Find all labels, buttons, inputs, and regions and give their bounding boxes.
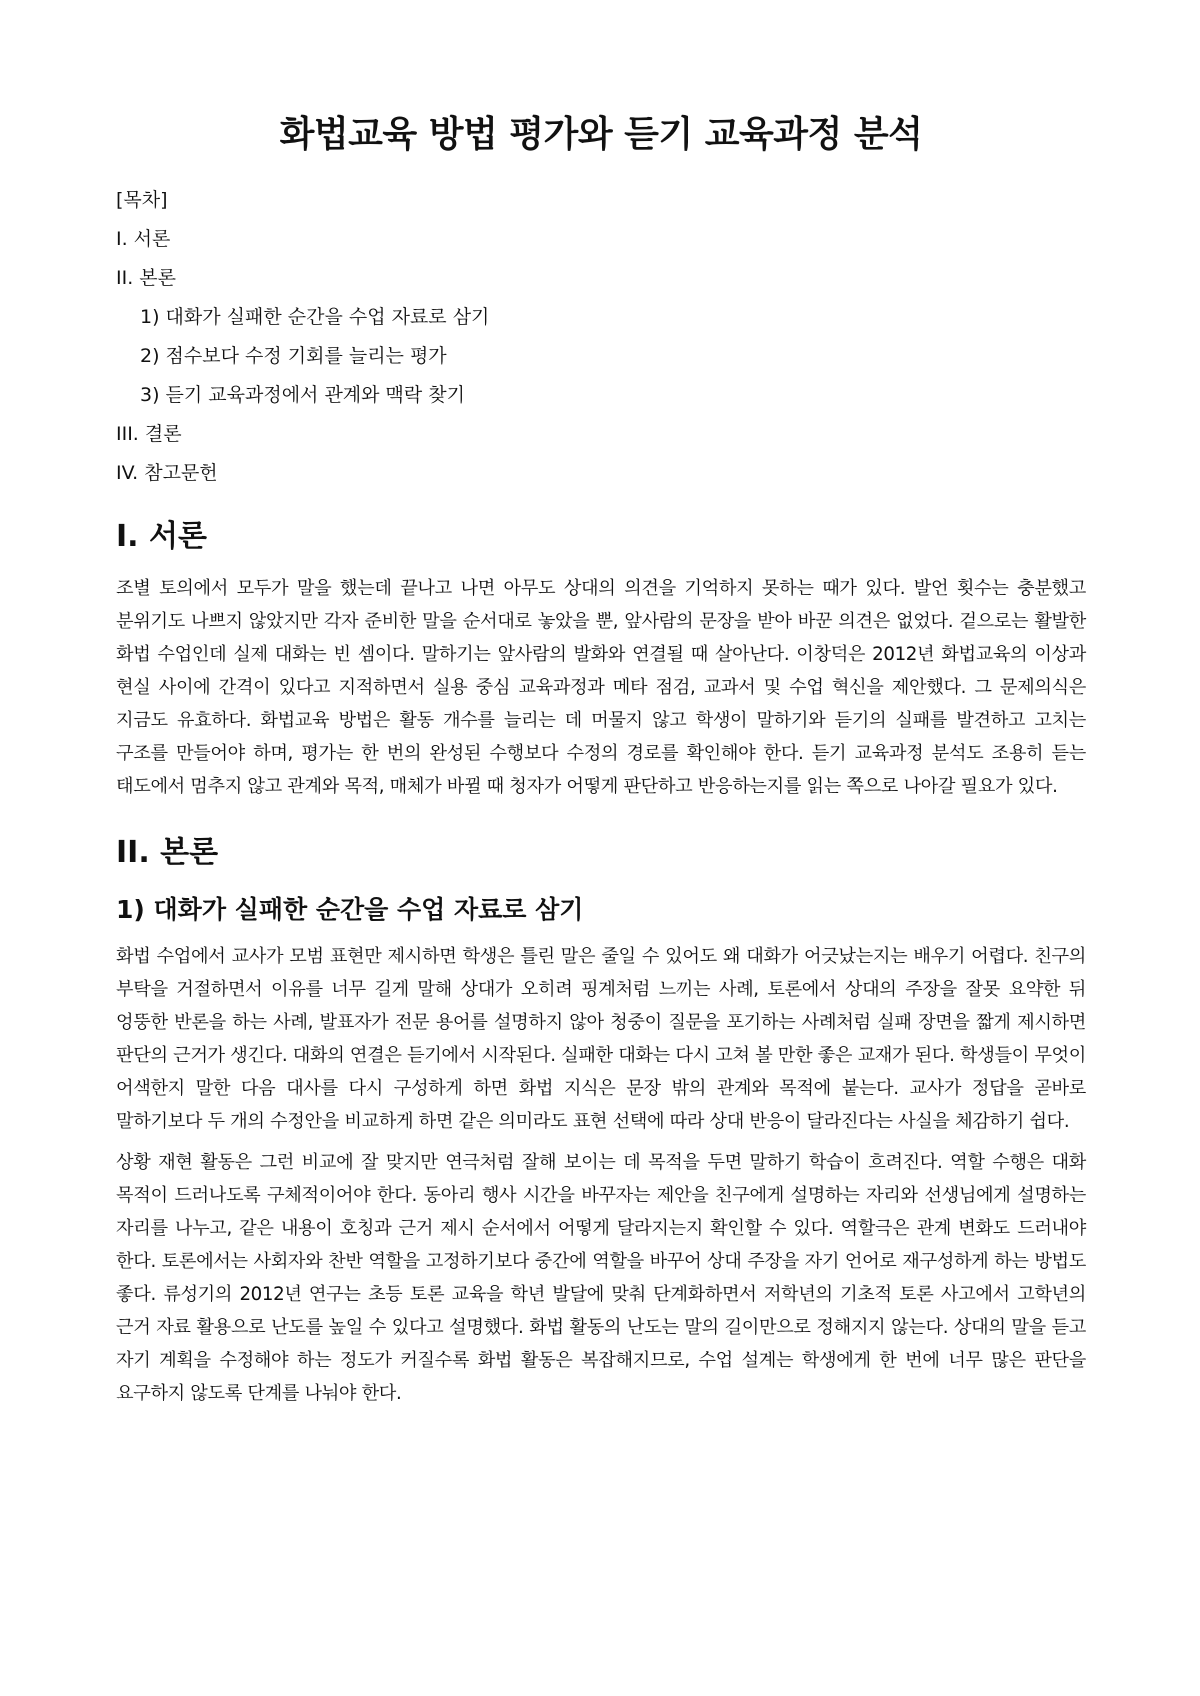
toc-item-conclusion: III. 결론: [116, 422, 182, 445]
section-body: [116, 833, 1086, 1411]
toc-item-body-sub2: 2) 점수보다 수정 기회를 늘리는 평가: [140, 344, 447, 367]
toc-item-body-sub1: 1) 대화가 실패한 순간을 수업 자료로 삼기: [140, 305, 490, 328]
section-title-introduction: I. 서론: [116, 518, 207, 554]
toc-item-body: II. 본론: [116, 266, 176, 289]
toc-item-introduction: I. 서론: [116, 227, 171, 250]
paragraph: 화법 수업에서 교사가 모범 표현만 제시하면 학생은 틀린 말은 줄일 수 있어도 왜 대화가 어긋났는지는 배우기 어렵다. 친구의 부탁을 거절하면서 이유를 너무 길게 말해 상대가 오히려 핑계처럼 느끼는 사례, 토론에서 상대의 주장을 잘못 요약한 뒤 엉뚱한 반론을 하는 사례, 발표자가 전문 용어를 설명하지 않아 청중이 질문을 포기하는 사례처럼 실패 장면을 짧게 제시하면 판단의 근거가 생긴다. 대화의 연결은 듣기에서 시작된다. 실패한 대화는 다시 고쳐 볼 만한 좋은 교재가 된다. 학생들이 무엇이 어색한지 말한 다음 대사를 다시 구성하게 하면 화법 지식은 문장 밖의 관계와 목적에 붙는다. 교사가 정답을 곧바로 말하기보다 두 개의 수정안을 비교하게 하면 같은 의미라도 표현 선택에 따라 상대 반응이 달라진다는 사실을 체감하기 쉽다.: [116, 946, 1086, 1133]
paragraph: 조별 토의에서 모두가 말을 했는데 끝나고 나면 아무도 상대의 의견을 기억하지 못하는 때가 있다. 발언 횟수는 충분했고 분위기도 나쁘지 않았지만 각자 준비한 말을 순서대로 놓았을 뿐, 앞사람의 문장을 받아 바꾼 의견은 없었다. 겉으로는 활발한 화법 수업인데 실제 대화는 빈 셈이다. 말하기는 앞사람의 발화와 연결될 때 살아난다. 이창덕은 2012년 화법교육의 이상과 현실 사이에 간격이 있다고 지적하면서 실용 중심 교육과정과 메타 점검, 교과서 및 수업 혁신을 제안했다. 그 문제의식은 지금도 유효하다. 화법교육 방법은 활동 개수를 늘리는 데 머물지 않고 학생이 말하기와 듣기의 실패를 발견하고 고치는 구조를 만들어야 하며, 평가는 한 번의 완성된 수행보다 수정의 경로를 확인해야 한다. 듣기 교육과정 분석도 조용히 듣는 태도에서 멈추지 않고 관계와 목적, 매체가 바뀔 때 청자가 어떻게 판단하고 반응하는지를 읽는 쪽으로 나아갈 필요가 있다.: [116, 577, 1086, 797]
section-introduction: [116, 517, 1086, 803]
document-title: 화법교육 방법 평가와 듣기 교육과정 분석: [279, 114, 923, 155]
subsection-title-1: 1) 대화가 실패한 순간을 수업 자료로 삼기: [116, 894, 584, 924]
table-of-contents: [116, 181, 1086, 493]
toc-item-body-sub3: 3) 듣기 교육과정에서 관계와 맥락 찾기: [140, 383, 466, 406]
section-title-body: II. 본론: [116, 834, 219, 870]
toc-heading: [목차]: [116, 188, 168, 211]
paragraph: 상황 재현 활동은 그런 비교에 잘 맞지만 연극처럼 잘해 보이는 데 목적을 두면 말하기 학습이 흐려진다. 역할 수행은 대화 목적이 드러나도록 구체적이어야 한다. 동아리 행사 시간을 바꾸자는 제안을 친구에게 설명하는 자리와 선생님에게 설명하는 자리를 나누고, 같은 내용이 호칭과 근거 제시 순서에서 어떻게 달라지는지 확인할 수 있다. 역할극은 관계 변화도 드러내야 한다. 토론에서는 사회자와 찬반 역할을 고정하기보다 중간에 역할을 바꾸어 상대 주장을 자기 언어로 재구성하게 하는 방법도 좋다. 류성기의 2012년 연구는 초등 토론 교육을 학년 발달에 맞춰 단계화하면서 저학년의 기초적 토론 사고에서 고학년의 근거 자료 활용으로 난도를 높일 수 있다고 설명했다. 화법 활동의 난도는 말의 길이만으로 정해지지 않는다. 상대의 말을 듣고 자기 계획을 수정해야 하는 정도가 커질수록 화법 활동은 복잡해지므로, 수업 설계는 학생에게 한 번에 너무 많은 판단을 요구하지 않도록 단계를 나눠야 한다.: [116, 1152, 1086, 1405]
toc-item-references: IV. 참고문헌: [116, 461, 218, 484]
